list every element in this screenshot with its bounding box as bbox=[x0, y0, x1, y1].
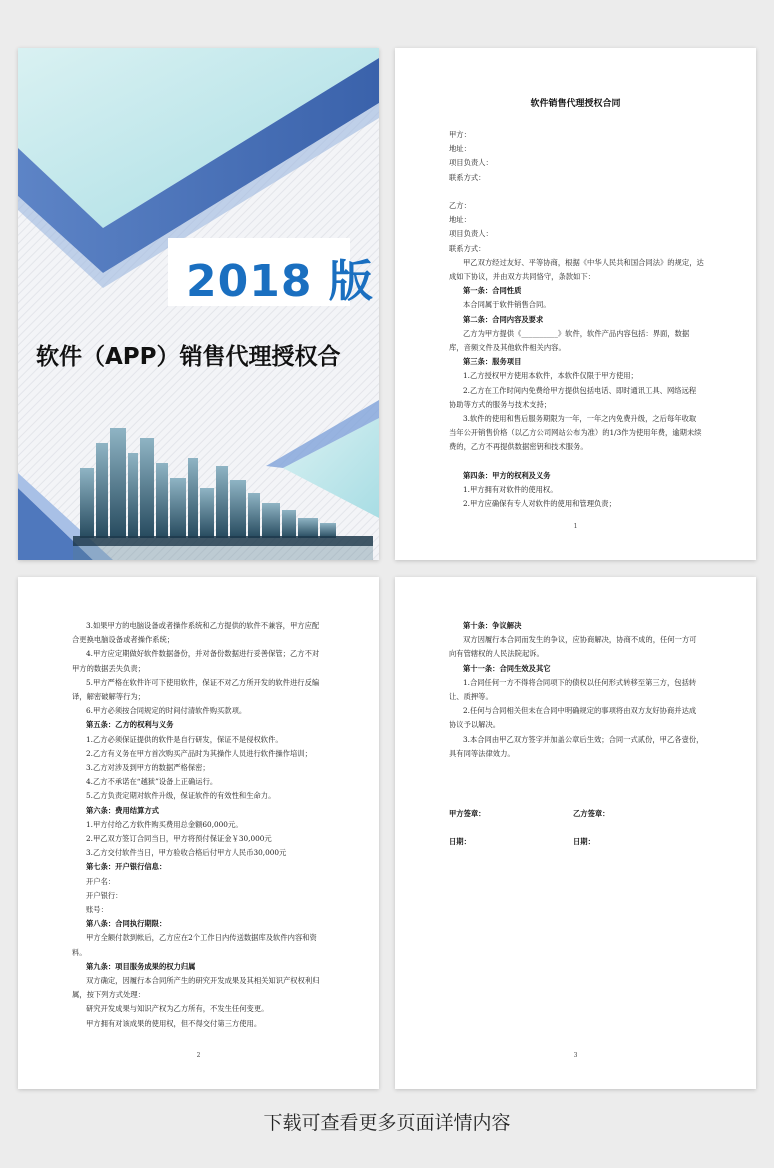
text-line: 账号： bbox=[86, 905, 108, 915]
text-line: 地址： bbox=[449, 144, 471, 154]
cover-page bbox=[18, 48, 379, 560]
text-line: 具有同等法律效力。 bbox=[449, 748, 515, 758]
page-3-body bbox=[449, 619, 711, 761]
contract-title: 软件销售代理授权合同 bbox=[530, 99, 621, 109]
text-line: 协助等方式的服务与技术支持； bbox=[449, 399, 552, 409]
clause-heading: 第十一条：合同生效及其它 bbox=[463, 663, 551, 673]
clause-heading: 第四条：甲方的权利及义务 bbox=[463, 470, 551, 480]
text-line: 甲方： bbox=[449, 130, 471, 139]
clause-heading: 第三条：服务项目 bbox=[463, 357, 522, 367]
text-line: 项目负责人： bbox=[449, 229, 493, 239]
document-page-1 bbox=[395, 48, 756, 560]
text-line: 1.乙方必须保证提供的软件是自行研发，保证不是侵权软件。 bbox=[86, 734, 283, 744]
clause-heading: 第八条：合同执行期限： bbox=[86, 919, 167, 929]
text-line: 开户银行： bbox=[86, 890, 123, 900]
text-line: 3.本合同由甲乙双方签字并加盖公章后生效；合同一式贰份，甲乙各壹份， bbox=[463, 734, 704, 744]
text-line: 3.软件的使用和售后服务期限为一年，一年之内免费升级，之后每年收取 bbox=[463, 414, 697, 424]
text-line: 料。 bbox=[72, 947, 87, 957]
clause-heading: 第五条：乙方的权利与义务 bbox=[86, 720, 174, 730]
text-line: 甲方的数据丢失负责； bbox=[72, 663, 145, 673]
text-line: 4.甲方应定期做好软件数据备份，并对备份数据进行妥善保管；乙方不对 bbox=[86, 649, 320, 659]
download-more-hint: 下载可查看更多页面详情内容 bbox=[263, 1112, 511, 1134]
text-line: 6.甲方必须按合同规定的时间付清软件购买款项。 bbox=[86, 706, 247, 716]
text-line: 2.甲方应确保有专人对软件的使用和管理负责； bbox=[463, 499, 616, 509]
clause-heading: 第六条：费用结算方式 bbox=[86, 805, 159, 815]
text-line: 乙方： bbox=[449, 201, 471, 210]
text-line: 地址： bbox=[449, 215, 471, 225]
clause-heading: 第十条：争议解决 bbox=[463, 621, 522, 630]
text-line: 2.乙方在工作时间内免费给甲方提供包括电话、即时通讯工具、网络远程 bbox=[463, 385, 697, 395]
document-page-3 bbox=[395, 577, 756, 1089]
page-number: 2 bbox=[196, 1052, 201, 1059]
party-b-signature: 乙方签章： bbox=[573, 809, 610, 818]
blank-line bbox=[449, 455, 711, 469]
text-line: 库，音频文件及其他软件相关内容。 bbox=[449, 343, 566, 353]
text-line: 2.乙方有义务在甲方首次购买产品时为其操作人员进行软件操作培训； bbox=[86, 748, 312, 758]
text-line: 研究开发成果与知识产权为乙方所有，不发生任何变更。 bbox=[86, 1004, 269, 1014]
page-1-body bbox=[449, 128, 711, 511]
cover-title: 软件（APP）销售代理授权合 bbox=[36, 344, 341, 370]
text-line: 联系方式： bbox=[449, 172, 486, 182]
text-line: 双方确定，因履行本合同所产生的研究开发成果及其相关知识产权权利归 bbox=[86, 976, 320, 986]
clause-heading: 第二条：合同内容及要求 bbox=[463, 314, 544, 324]
party-a-date: 日期： bbox=[449, 837, 471, 846]
text-line: 2.任何与合同相关但未在合同中明确规定的事项将由双方友好协商并达成 bbox=[463, 706, 697, 716]
text-line: 项目负责人： bbox=[449, 158, 493, 168]
text-line: 成如下协议，并由双方共同恪守，条款如下： bbox=[449, 272, 595, 282]
clause-heading: 第一条：合同性质 bbox=[463, 286, 522, 296]
text-line: 5.甲方严格在软件许可下使用软件，保证不对乙方所开发的软件进行反编 bbox=[86, 677, 320, 687]
text-line: 甲乙双方经过友好、平等协商，根据《中华人民共和国合同法》的规定，达 bbox=[463, 257, 704, 267]
text-line: 费的，乙方不再提供数据密钥和技术服务。 bbox=[449, 442, 588, 452]
text-line: 译，解密破解等行为； bbox=[72, 692, 145, 702]
cover-year: 2018 版 bbox=[186, 256, 374, 307]
text-line: 5.乙方负责定期对软件升级，保证软件的有效性和生命力。 bbox=[86, 791, 276, 801]
text-line: 合更换电脑设备或者操作系统； bbox=[72, 635, 175, 645]
text-line: 协议予以解决。 bbox=[449, 720, 501, 730]
text-line: 乙方为甲方提供《__________》软件，软件产品内容包括：界面，数据 bbox=[463, 328, 690, 338]
text-line: 2.甲乙双方签订合同当日，甲方将预付保证金￥30,000元 bbox=[86, 834, 272, 844]
text-line: 本合同属于软件销售合同。 bbox=[463, 300, 551, 310]
clause-heading: 第九条：项目服务成果的权力归属 bbox=[86, 961, 196, 971]
text-line: 向有管辖权的人民法院起诉。 bbox=[449, 649, 544, 659]
text-line: 3.如果甲方的电脑设备或者操作系统和乙方提供的软件不兼容，甲方应配 bbox=[86, 621, 320, 630]
text-line: 4.乙方不承诺在“越狱”设备上正确运行。 bbox=[86, 777, 218, 787]
page-2-body bbox=[72, 619, 334, 1031]
text-line: 1.合同任何一方不得将合同项下的债权以任何形式转移至第三方，包括转 bbox=[463, 677, 697, 687]
text-line: 1.甲方付给乙方软件购买费用总金额60,000元。 bbox=[86, 819, 243, 829]
text-line: 联系方式： bbox=[449, 243, 486, 253]
page-number: 1 bbox=[573, 523, 578, 530]
text-line: 1.乙方授权甲方使用本软件，本软件仅限于甲方使用； bbox=[463, 371, 638, 381]
text-line: 3.乙方交付软件当日，甲方验收合格后付甲方人民币30,000元 bbox=[86, 848, 287, 858]
text-line: 甲方全额付款到帐后，乙方应在2个工作日内传送数据库及软件内容和资 bbox=[86, 933, 317, 943]
document-page-2 bbox=[18, 577, 379, 1089]
party-a-signature: 甲方签章： bbox=[449, 809, 486, 818]
party-b-date: 日期： bbox=[573, 837, 595, 846]
text-line: 让、质押等。 bbox=[449, 692, 493, 702]
text-line: 1.甲方拥有对软件的使用权。 bbox=[463, 485, 558, 495]
clause-heading: 第七条：开户银行信息： bbox=[86, 862, 167, 872]
text-line: 双方因履行本合同而发生的争议，应协商解决，协商不成的，任何一方可 bbox=[463, 635, 697, 645]
text-line: 当年公开销售价格（以乙方公司网站公布为准）的1/3作为使用年费，逾期未续 bbox=[449, 428, 702, 438]
text-line: 属，按下列方式处理： bbox=[72, 990, 145, 1000]
text-line: 3.乙方对涉及到甲方的数据严格保密； bbox=[86, 763, 210, 773]
page-number: 3 bbox=[573, 1052, 578, 1059]
blank-line bbox=[449, 185, 711, 199]
text-line: 开户名： bbox=[86, 876, 116, 886]
text-line: 甲方拥有对该成果的使用权，但不得交付第三方使用。 bbox=[86, 1018, 262, 1028]
